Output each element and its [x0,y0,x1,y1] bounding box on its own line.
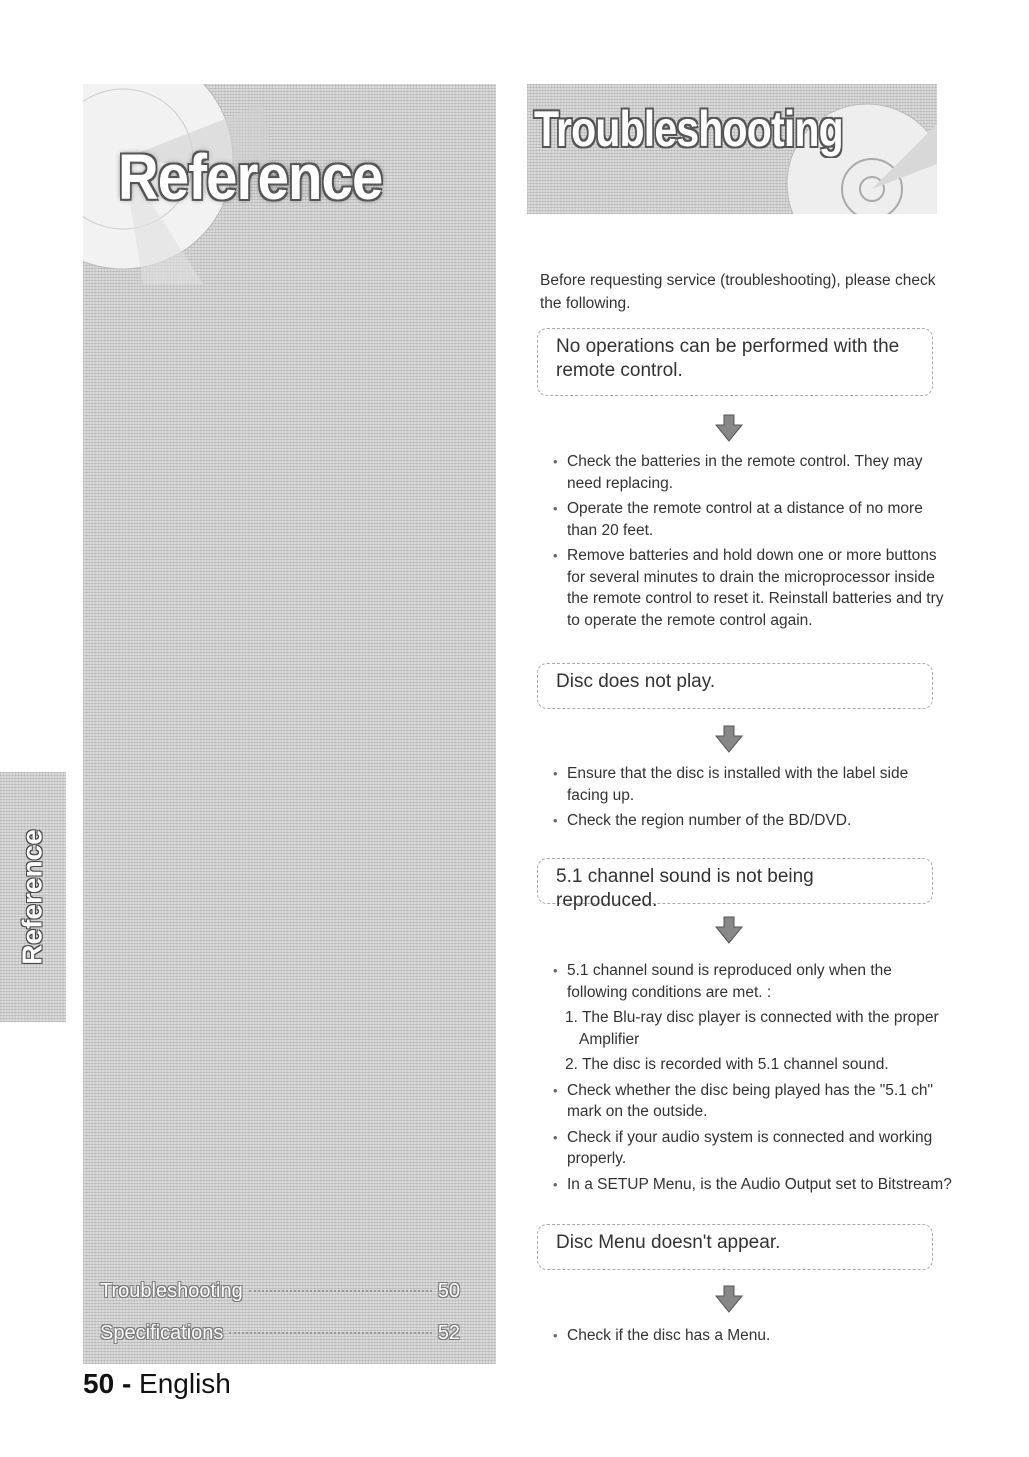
problem-question: No operations can be performed with the remote control. [556,336,900,381]
list-item: • In a SETUP Menu, is the Audio Output set to Bitstream? [553,1174,953,1196]
page-title: Troubleshooting [534,101,843,157]
problem-question: Disc does not play. [556,671,716,692]
down-arrow-icon [712,411,746,445]
page-language: English [139,1368,231,1399]
list-item: • Remove batteries and hold down one or more buttons for several minutes to drain the microprocessor inside the remote control to reset it. Reinstall batteries and try to operate the remote control again. [553,545,953,631]
page-footer [83,1368,231,1400]
list-item: • Check the region number of the BD/DVD. [553,810,953,832]
problem-question: Disc Menu doesn't appear. [556,1232,781,1253]
problem-question: 5.1 channel sound is not being reproduced. [556,866,814,911]
side-tab-label: Reference [17,829,48,965]
solution-list [553,1325,953,1351]
intro-text: Before requesting service (troubleshooting), please check the following. [540,271,936,312]
list-item: 2. The disc is recorded with 5.1 channel sound. [565,1056,889,1073]
down-arrow-icon [712,913,746,947]
down-arrow-icon [712,1282,746,1316]
list-item: • Check if the disc has a Menu. [553,1325,953,1347]
list-item: • Check whether the disc being played has the "5.1 ch" mark on the outside. [553,1080,953,1123]
solution-list [553,451,953,635]
toc-item[interactable]: Specifications 52 [100,1322,460,1344]
problem-box [537,858,933,911]
list-item: • Operate the remote control at a distance of no more than 20 feet. [553,498,953,541]
list-item: 1. The Blu-ray disc player is connected with the proper Amplifier [565,1009,939,1048]
list-item: • 5.1 channel sound is reproduced only when the following conditions are met. : [553,960,953,1003]
list-item: • Ensure that the disc is installed with the label side facing up. [553,763,953,806]
solution-list [553,960,953,1199]
problem-box [537,663,933,709]
section-title: Reference [118,141,383,213]
down-arrow-icon [712,722,746,756]
problem-box [537,1224,933,1270]
solution-list [553,763,953,836]
list-item: • Check if your audio system is connected and working properly. [553,1127,953,1170]
problem-box [537,328,933,396]
table-of-contents [100,1280,460,1364]
page-separator: - [121,1368,132,1399]
list-item: • Check the batteries in the remote control. They may need replacing. [553,451,953,494]
toc-item[interactable]: Troubleshooting 50 [100,1280,460,1302]
page-number: 50 [83,1368,115,1399]
